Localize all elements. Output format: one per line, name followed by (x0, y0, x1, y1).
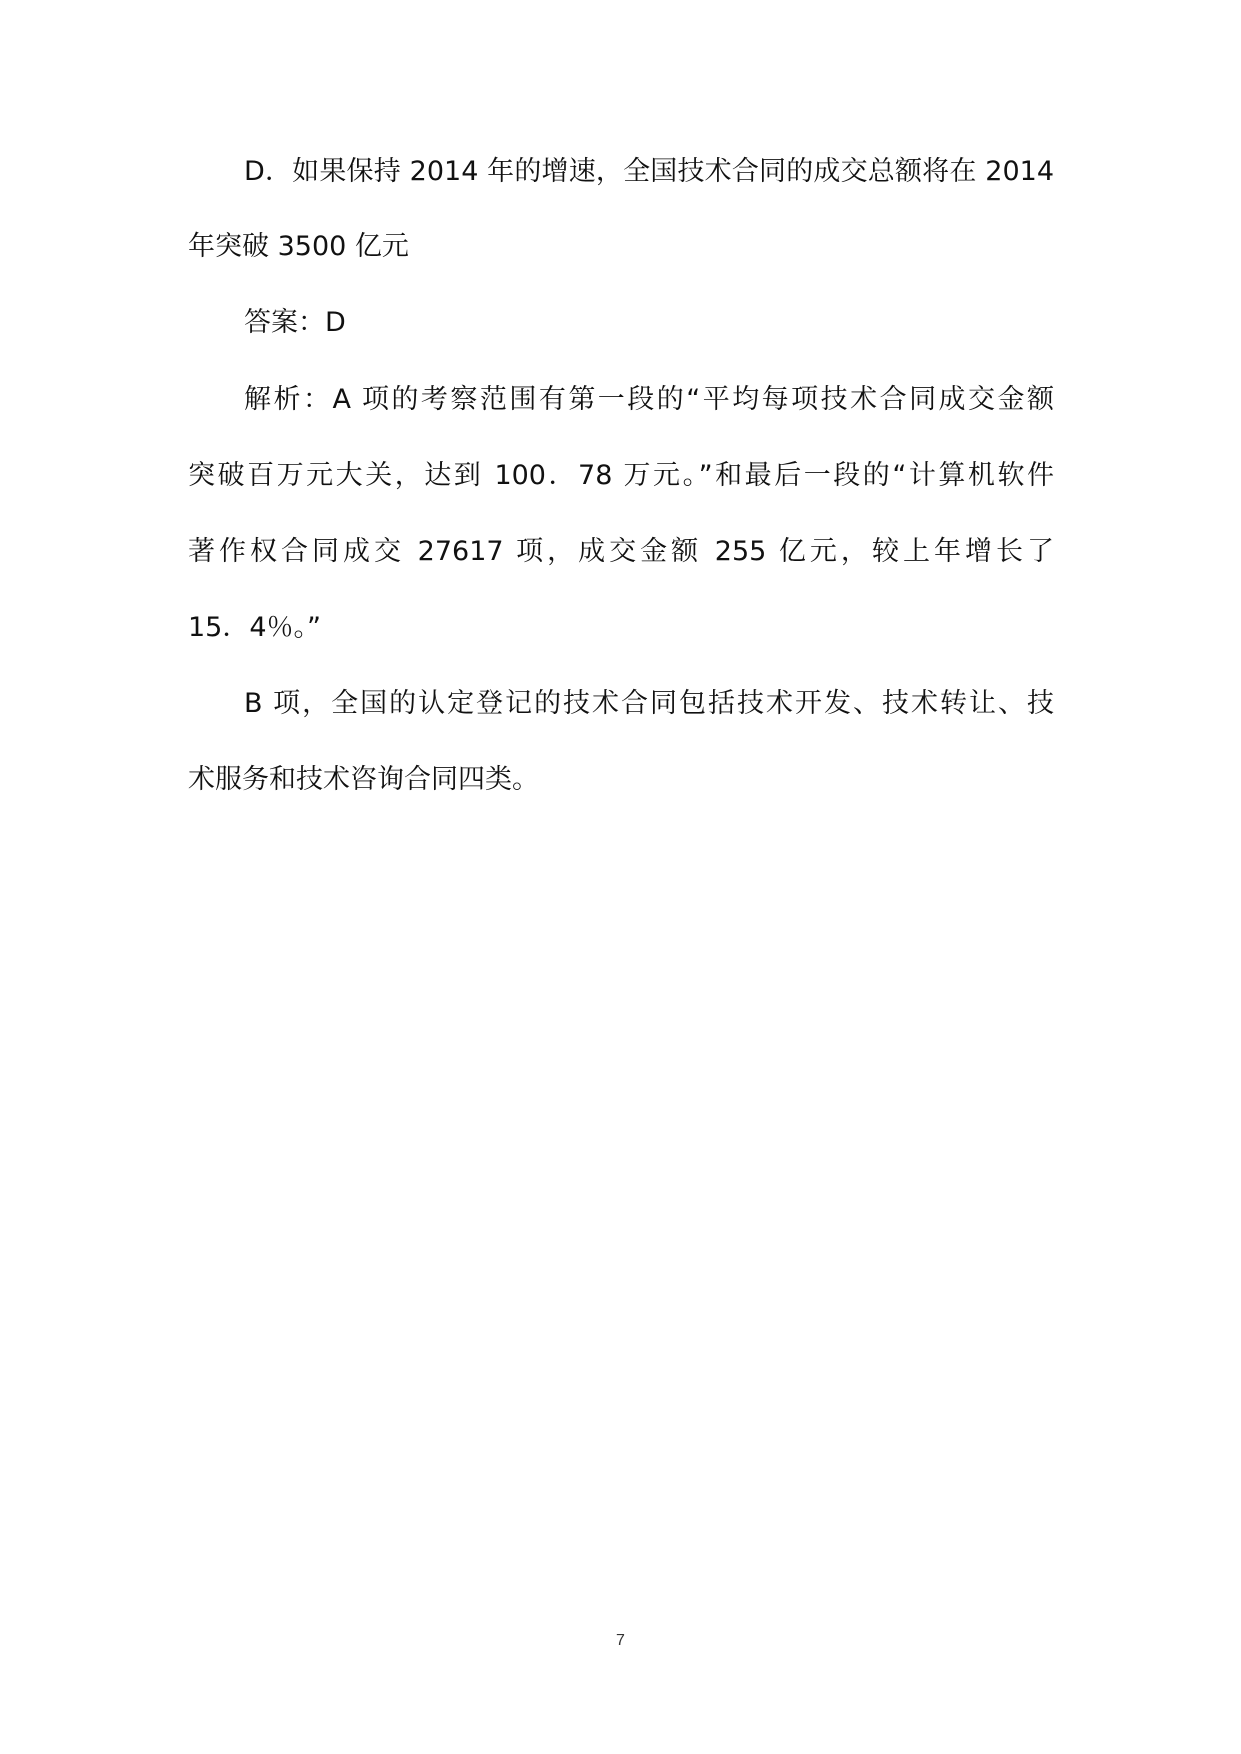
option-b-line-2: 术服务和技术咨询合同四类。 (188, 764, 539, 795)
page-number: 7 (616, 1632, 625, 1649)
option-d-line-1: D．如果保持 2014 年的增速，全国技术合同的成交总额将在 2014 (244, 156, 1054, 187)
analysis-line-1: 解析：A 项的考察范围有第一段的“平均每项技术合同成交金额 (244, 384, 1054, 415)
analysis-line-4: 15．4％。” (188, 612, 322, 643)
analysis-line-2: 突破百万元大关，达到 100．78 万元。”和最后一段的“计算机软件 (188, 460, 1054, 491)
analysis-line-3: 著作权合同成交 27617 项，成交金额 255 亿元，较上年增长了 (188, 536, 1054, 567)
option-d-line-2: 年突破 3500 亿元 (188, 231, 409, 262)
answer-line: 答案：D (244, 307, 346, 338)
option-b-line-1: B 项，全国的认定登记的技术合同包括技术开发、技术转让、技 (244, 688, 1054, 719)
